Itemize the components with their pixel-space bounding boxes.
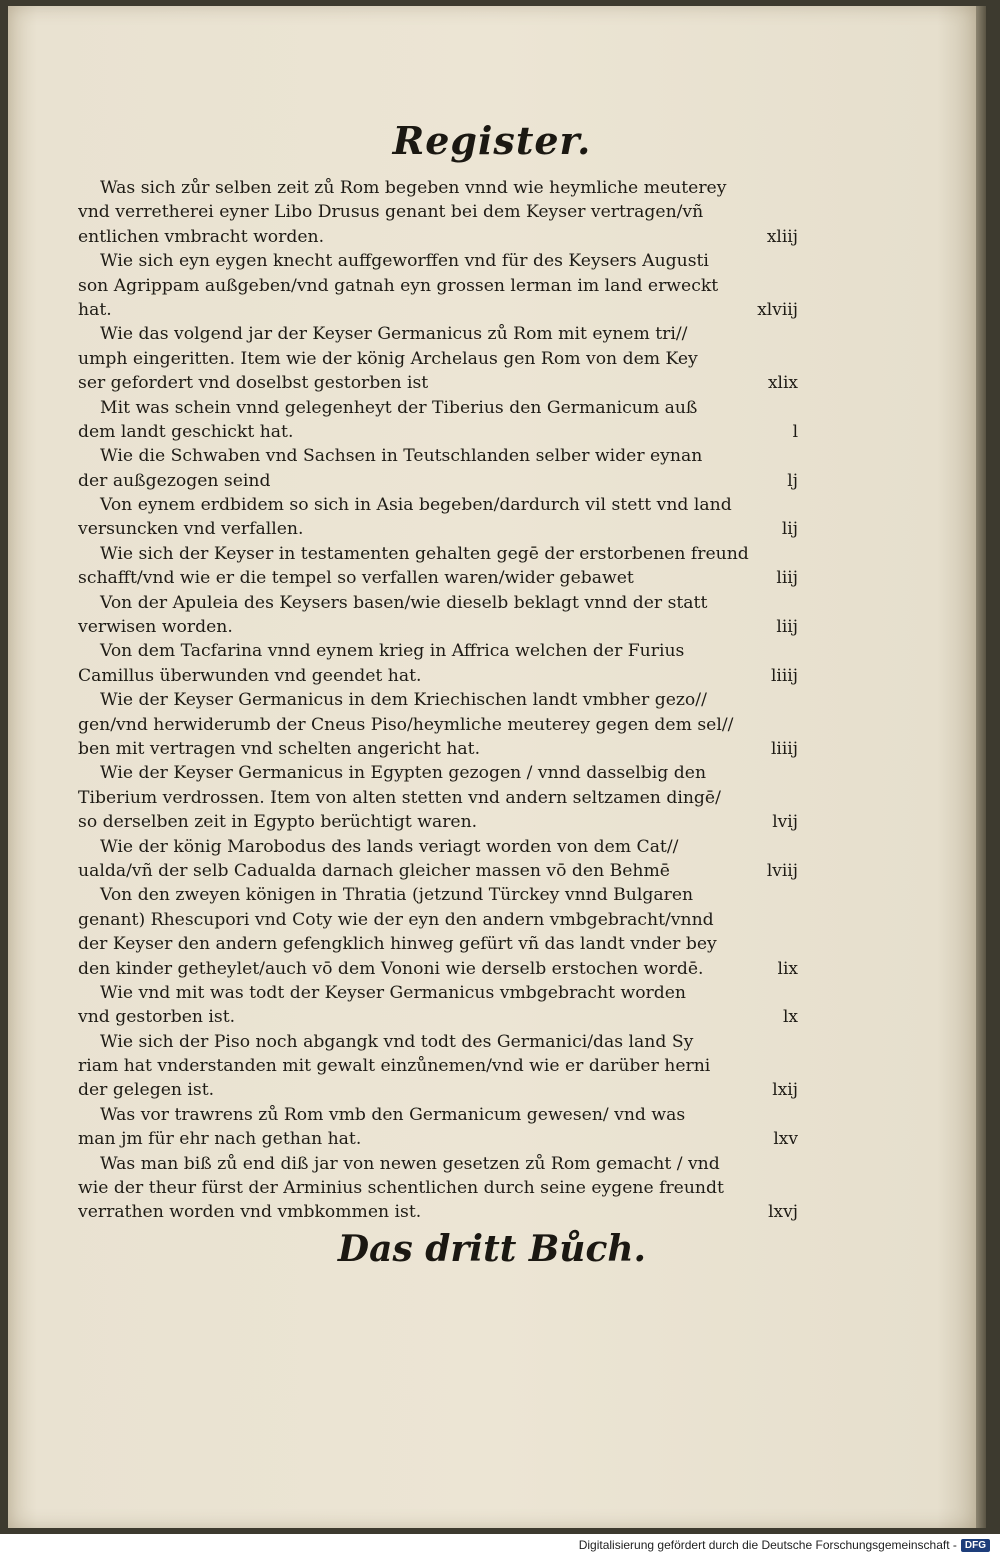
entry-text: Wie sich der Keyser in testamenten gehalten gegē der erstorbenen freund: [100, 543, 749, 564]
entry-text: Von dem Tacfarina vnnd eynem krieg in Affrica welchen der Furius: [100, 641, 685, 662]
entry-text: riam hat vnderstanden mit gewalt einzůnemen/vnd wie er darüber herni: [78, 1056, 711, 1077]
entry-line: [78, 591, 798, 615]
folio-number: xliij: [766, 226, 798, 247]
entry-text: verwisen worden.: [78, 617, 233, 638]
entry-text: Tiberium verdrossen. Item von alten stetten vnd andern seltzamen dingē/: [78, 787, 721, 808]
entry-text: Von den zweyen königen in Thratia (jetzund Türckey vnnd Bulgaren: [100, 885, 694, 906]
folio-number: l: [792, 421, 798, 442]
entry-text: wie der theur fürst der Arminius schentlichen durch seine eygene freundt: [78, 1178, 724, 1199]
entry-line: [78, 932, 798, 956]
entry-line: [78, 981, 798, 1005]
entry-text: Wie die Schwaben vnd Sachsen in Teutschlanden selber wider eynan: [100, 446, 703, 467]
entry-text: Wie vnd mit was todt der Keyser Germanicus vmbgebracht worden: [100, 982, 687, 1003]
entry-line: [78, 1078, 798, 1102]
entry-line: [78, 1054, 798, 1078]
entry-text: Wie der Keyser Germanicus in Egypten gezogen / vnnd dasselbig den: [100, 763, 707, 784]
entry-line: [78, 639, 798, 663]
entry-text: genant) Rhescupori vnd Coty wie der eyn den andern vmbgebracht/vnnd: [78, 909, 714, 930]
entry-line: [78, 688, 798, 712]
book-page: [8, 6, 976, 1528]
entry-line: [78, 835, 798, 859]
entry-text: so derselben zeit in Egypto berüchtigt waren.: [78, 812, 478, 833]
entry-line: [78, 1127, 798, 1151]
entry-text: dem landt geschickt hat.: [78, 421, 294, 442]
entry-line: [78, 347, 798, 371]
register-entry: [78, 688, 798, 761]
folio-number: lxij: [772, 1080, 798, 1101]
register-entry: [78, 835, 798, 884]
entry-line: [78, 420, 798, 444]
entry-line: [78, 810, 798, 834]
folio-number: liij: [776, 568, 798, 589]
entry-text: Camillus überwunden vnd geendet hat.: [78, 665, 422, 686]
folio-number: lviij: [766, 860, 798, 881]
folio-number: lxv: [773, 1129, 798, 1150]
register-entry: [78, 396, 798, 445]
entry-line: [78, 1152, 798, 1176]
entry-text: schafft/vnd wie er die tempel so verfallen waren/wider gebawet: [78, 568, 634, 589]
entry-text: ser gefordert vnd doselbst gestorben ist: [78, 373, 429, 394]
entry-text: Wie der könig Marobodus des lands veriagt worden von dem Cat//: [100, 836, 679, 857]
entry-line: [78, 225, 798, 249]
entry-text: gen/vnd herwiderumb der Cneus Piso/heymliche meuterey gegen dem sel//: [78, 714, 734, 735]
entry-text: Von eynem erdbidem so sich in Asia begeben/dardurch vil stett vnd land: [100, 495, 732, 516]
entry-text: Was man biß zů end diß jar von newen gesetzen zů Rom gemacht / vnd: [100, 1153, 720, 1174]
folio-number: lj: [787, 470, 798, 491]
dfg-logo: DFG: [961, 1539, 990, 1552]
folio-number: lx: [782, 1007, 798, 1028]
entry-line: [78, 298, 798, 322]
entry-line: [78, 274, 798, 298]
entry-text: umph eingeritten. Item wie der könig Archelaus gen Rom von dem Key: [78, 348, 698, 369]
folio-number: lvij: [772, 812, 798, 833]
entry-line: [78, 517, 798, 541]
folio-number: xlviij: [757, 299, 798, 320]
entry-text: Mit was schein vnnd gelegenheyt der Tiberius den Germanicum auß: [100, 397, 698, 418]
page-edge: [976, 6, 986, 1528]
folio-number: lix: [777, 958, 798, 979]
entry-line: [78, 908, 798, 932]
entry-line: [78, 396, 798, 420]
folio-number: liiij: [770, 665, 798, 686]
entry-line: [78, 176, 798, 200]
register-entry: [78, 761, 798, 834]
entry-line: [78, 761, 798, 785]
entry-line: [78, 1103, 798, 1127]
register-entry: [78, 322, 798, 395]
entry-line: [78, 566, 798, 590]
entry-text: Von der Apuleia des Keysers basen/wie dieselb beklagt vnnd der statt: [100, 592, 708, 613]
register-entry: [78, 1103, 798, 1152]
register-entry: [78, 542, 798, 591]
digitization-credit: [579, 1538, 990, 1552]
entry-line: [78, 249, 798, 273]
entry-text: son Agrippam außgeben/vnd gatnah eyn grossen lerman im land erweckt: [78, 275, 719, 296]
section-heading: Das dritt Bůch.: [337, 1228, 647, 1270]
entry-text: den kinder getheylet/auch vō dem Vononi wie derselb erstochen wordē.: [78, 958, 704, 979]
credit-text: Digitalisierung gefördert durch die Deutsche Forschungsgemeinschaft -: [578, 1538, 957, 1552]
entry-line: [78, 200, 798, 224]
entry-line: [78, 713, 798, 737]
entry-text: entlichen vmbracht worden.: [78, 226, 325, 247]
entry-text: Was vor trawrens zů Rom vmb den Germanicum gewesen/ vnd was: [100, 1104, 686, 1125]
register-heading: Register.: [392, 118, 592, 163]
entry-text: vnd verretherei eyner Libo Drusus genant bei dem Keyser vertragen/vñ: [78, 202, 704, 223]
entry-line: [78, 786, 798, 810]
entry-text: Wie sich eyn eygen knecht auffgeworffen vnd für des Keysers Augusti: [100, 251, 709, 272]
entry-line: [78, 444, 798, 468]
entry-line: [78, 493, 798, 517]
register-entry: [78, 493, 798, 542]
entry-text: der Keyser den andern gefengklich hinweg gefürt vñ das landt vnder bey: [78, 934, 717, 955]
entry-text: Was sich zůr selben zeit zů Rom begeben vnnd wie heymliche meuterey: [100, 178, 727, 198]
entry-text: Wie das volgend jar der Keyser Germanicus zů Rom mit eynem tri//: [100, 324, 688, 345]
entry-line: [78, 1200, 798, 1224]
register-entry: [78, 444, 798, 493]
entry-line: [78, 883, 798, 907]
entry-line: [78, 469, 798, 493]
folio-number: lij: [781, 519, 798, 540]
register-entries: [78, 176, 798, 1225]
register-entry: [78, 981, 798, 1030]
entry-line: [78, 664, 798, 688]
register-entry: [78, 883, 798, 981]
entry-line: [78, 615, 798, 639]
entry-line: [78, 371, 798, 395]
entry-line: [78, 1030, 798, 1054]
register-entry: [78, 1152, 798, 1225]
folio-number: liiij: [770, 738, 798, 759]
register-entry: [78, 176, 798, 249]
register-entry: [78, 1030, 798, 1103]
entry-line: [78, 737, 798, 761]
entry-text: verrathen worden vnd vmbkommen ist.: [78, 1202, 422, 1223]
entry-text: Wie der Keyser Germanicus in dem Kriechischen landt vmbher gezo//: [100, 690, 707, 711]
entry-text: der gelegen ist.: [78, 1080, 215, 1101]
folio-number: xlix: [767, 373, 798, 394]
register-entry: [78, 639, 798, 688]
entry-line: [78, 1176, 798, 1200]
entry-line: [78, 859, 798, 883]
folio-number: lxvj: [768, 1202, 798, 1223]
entry-text: versuncken vnd verfallen.: [78, 519, 304, 540]
entry-line: [78, 542, 798, 566]
entry-line: [78, 957, 798, 981]
entry-text: man jm für ehr nach gethan hat.: [78, 1129, 362, 1150]
register-entry: [78, 591, 798, 640]
entry-text: hat.: [78, 299, 112, 320]
entry-line: [78, 1005, 798, 1029]
entry-text: ualda/vñ der selb Cadualda darnach gleicher massen vō den Behmē: [78, 860, 670, 881]
entry-text: der außgezogen seind: [78, 470, 271, 491]
entry-text: Wie sich der Piso noch abgangk vnd todt des Germanici/das land Sy: [100, 1031, 694, 1052]
register-entry: [78, 249, 798, 322]
folio-number: liij: [776, 617, 798, 638]
entry-line: [78, 322, 798, 346]
entry-text: ben mit vertragen vnd schelten angericht hat.: [78, 738, 481, 759]
entry-text: vnd gestorben ist.: [78, 1007, 236, 1028]
